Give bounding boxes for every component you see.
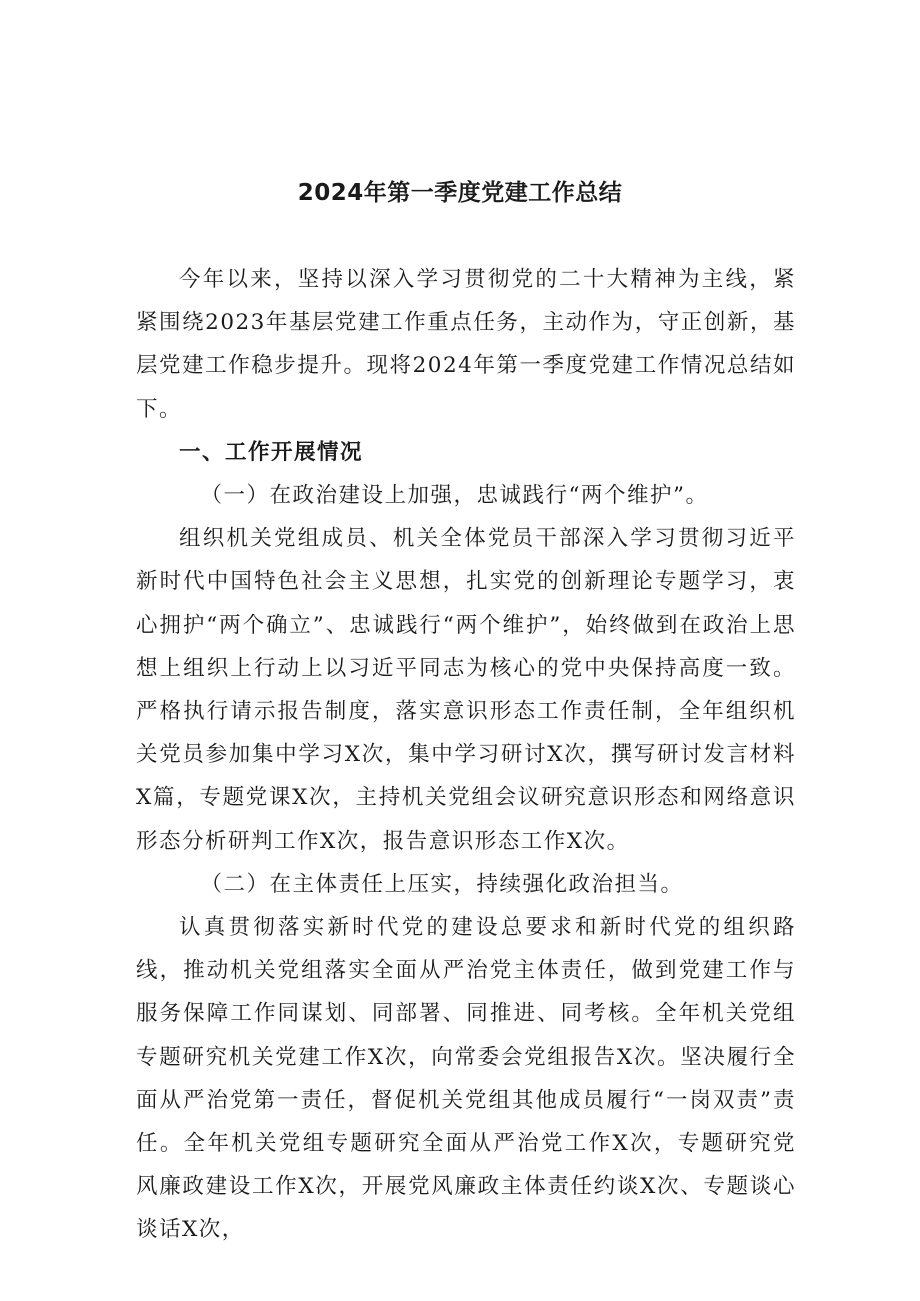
section-heading-work-progress: 一、工作开展情况 — [179, 439, 364, 465]
document-body — [136, 258, 796, 1252]
subsection-paragraph-political-building: 组织机关党组成员、机关全体党员干部深入学习贯彻习近平新时代中国特色社会主义思想，扎实党的创新理论专题学习，衷心拥护“两个确立”、忠诚践行“两个维护”，始终做到在政治上思想上组织上行动上以习近平同志为核心的党中央保持高度一致。严格执行请示报告制度，落实意识形态工作责任制，全年组织机关党员参加集中学习X次，集中学习研讨X次，撰写研讨发言材料X篇，专题党课X次，主持机关党组会议研究意识形态和网络意识形态分析研判工作X次，报告意识形态工作X次。 — [136, 526, 796, 854]
intro-paragraph: 今年以来，坚持以深入学习贯彻党的二十大精神为主线，紧紧围绕2023年基层党建工作重点任务，主动作为，守正创新，基层党建工作稳步提升。现将2024年第一季度党建工作情况总结如下。 — [136, 267, 796, 422]
subsection-heading-main-responsibility: （二）在主体责任上压实，持续强化政治担当。 — [200, 871, 684, 897]
subsection-paragraph-main-responsibility: 认真贯彻落实新时代党的建设总要求和新时代党的组织路线，推动机关党组落实全面从严治党主体责任，做到党建工作与服务保障工作同谋划、同部署、同推进、同考核。全年机关党组专题研究机关党建工作X次，向常委会党组报告X次。坚决履行全面从严治党第一责任，督促机关党组其他成员履行“一岗双责”责任。全年机关党组专题研究全面从严治党工作X次，专题研究党风廉政建设工作X次，开展党风廉政主体责任约谈X次、专题谈心谈话X次， — [136, 915, 796, 1243]
document-title: 2024年第一季度党建工作总结 — [297, 180, 623, 206]
subsection-heading-political-building: （一）在政治建设上加强，忠诚践行“两个维护”。 — [200, 483, 709, 509]
